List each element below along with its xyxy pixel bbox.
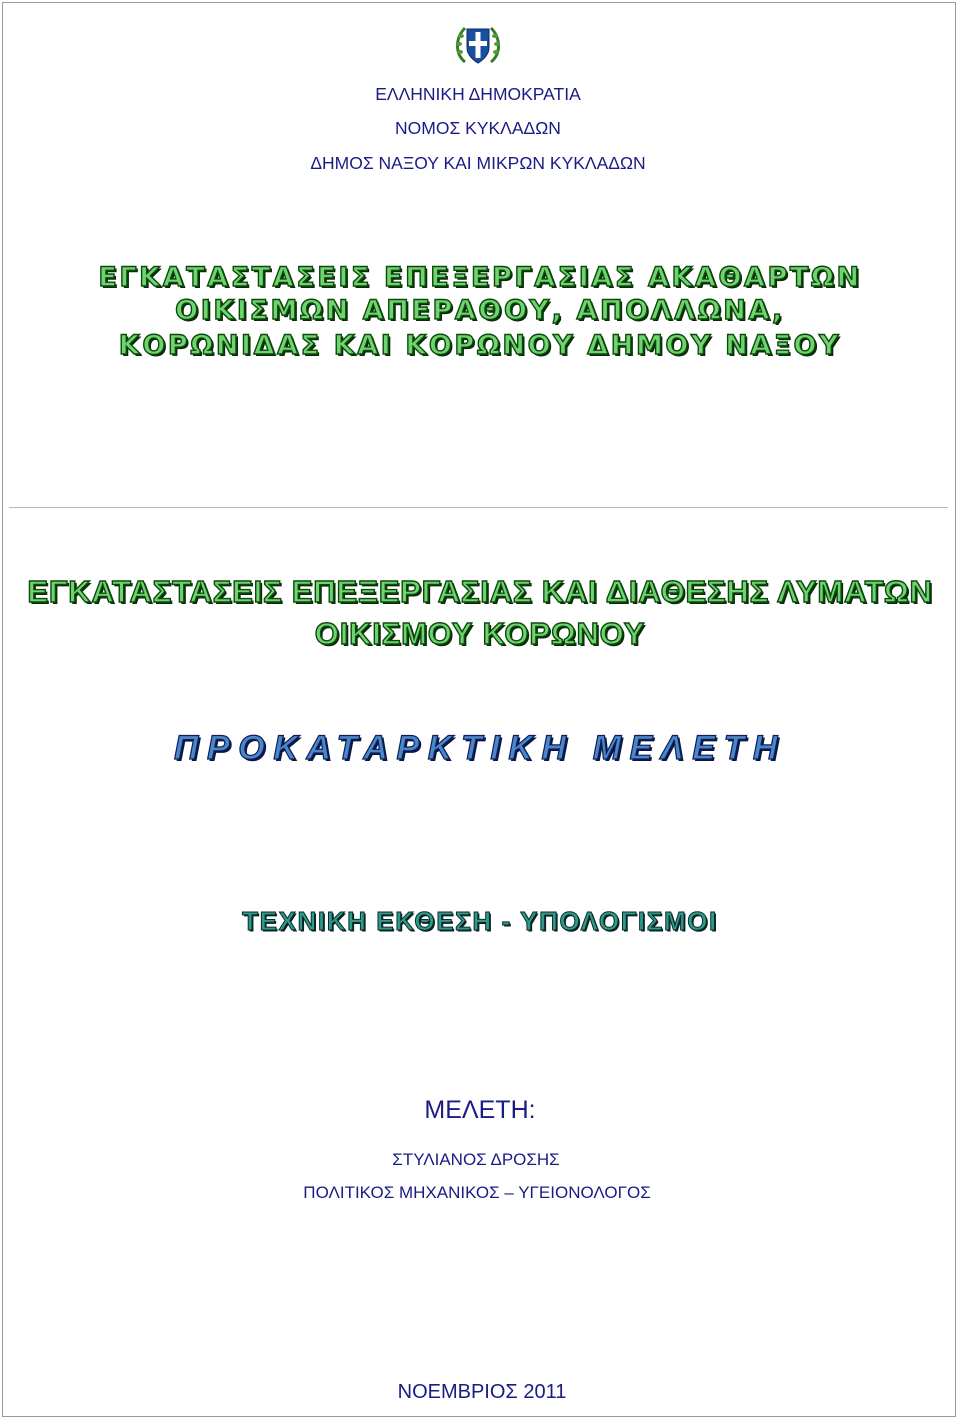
author-title: ΠΟΛΙΤΙΚΟΣ ΜΗΧΑΝΙΚΟΣ – ΥΓΕΙΟΝΟΛΟΓΟΣ: [303, 1183, 651, 1202]
horizontal-divider: [9, 507, 948, 508]
project-title-line-2: ΟΙΚΙΣΜΩΝ ΑΠΕΡΑΘΟΥ, ΑΠΟΛΛΩΝΑ,: [175, 295, 785, 326]
authority-line-prefecture: ΝΟΜΟΣ ΚΥΚΛΑΔΩΝ: [395, 118, 561, 138]
document-type-heading: ΤΕΧΝΙΚΗ ΕΚΘΕΣΗ - ΥΠΟΛΟΓΙΣΜΟΙ: [242, 906, 718, 936]
greek-coat-of-arms-icon: [451, 22, 505, 70]
subproject-title-line-1: ΕΓΚΑΤΑΣΤΑΣΕΙΣ ΕΠΕΞΕΡΓΑΣΙΑΣ ΚΑΙ ΔΙΑΘΕΣΗΣ ΛΥΜΑΤΩΝ: [27, 574, 933, 609]
authority-line-municipality: ΔΗΜΟΣ ΝΑΞΟΥ ΚΑΙ ΜΙΚΡΩΝ ΚΥΚΛΑΔΩΝ: [310, 153, 646, 173]
document-date: ΝΟΕΜΒΡΙΟΣ 2011: [397, 1381, 567, 1403]
page-border: [2, 2, 956, 1417]
subproject-title-line-2: ΟΙΚΙΣΜΟΥ ΚΟΡΩΝΟΥ: [314, 616, 646, 651]
authority-line-republic: ΕΛΛΗΝΙΚΗ ΔΗΜΟΚΡΑΤΙΑ: [375, 84, 581, 104]
author-name: ΣΤΥΛΙΑΝΟΣ ΔΡΟΣΗΣ: [392, 1150, 560, 1169]
study-label: ΜΕΛΕΤΗ:: [424, 1096, 536, 1124]
project-title-line-1: ΕΓΚΑΤΑΣΤΑΣΕΙΣ ΕΠΕΞΕΡΓΑΣΙΑΣ ΑΚΑΘΑΡΤΩΝ: [98, 262, 862, 293]
study-type-heading: ΠΡΟΚΑΤΑΡΚΤΙΚΗ ΜΕΛΕΤΗ: [174, 729, 786, 767]
project-title-line-3: ΚΟΡΩΝΙΔΑΣ ΚΑΙ ΚΟΡΩΝΟΥ ΔΗΜΟΥ ΝΑΞΟΥ: [118, 330, 842, 361]
